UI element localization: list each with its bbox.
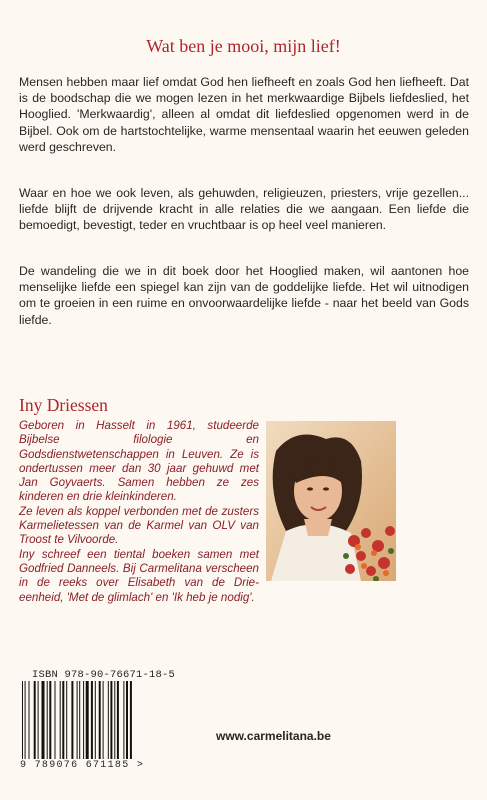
bio-paragraph-2: Ze leven als koppel verbonden met de zusters Karmelietessen van de Karmel van OLV van Troost te Vilvoorde. — [19, 504, 259, 547]
barcode — [20, 681, 170, 761]
author-bio — [19, 419, 259, 605]
blurb-paragraph-2: Waar en hoe we ook leven, als gehuwden, religieuzen, priesters, vrije gezellen... liefde blijft de drijvende kracht in alle relaties die we aangaan. Een liefde die bemoedigt, bevestigt, teder en vruchtbaar is op heel veel manieren. — [19, 186, 469, 233]
author-name: Iny Driessen — [19, 395, 108, 415]
author-photo — [266, 421, 396, 581]
book-title: Wat ben je mooi, mijn lief! — [146, 36, 341, 56]
isbn-text: ISBN 978-90-76671-18-5 — [32, 669, 176, 681]
blurb-paragraph-3: De wandeling die we in dit boek door het Hooglied maken, wil aantonen hoe menselijke liefde een spiegel kan zijn van de goddelijke liefde. Het wil uitnodigen om te groeien in een ruime en onvoorwaardelijke liefde - naar het beeld van Gods liefde. — [19, 264, 469, 327]
website-url[interactable]: www.carmelitana.be — [216, 729, 331, 743]
bio-paragraph-1: Geboren in Hasselt in 1961, studeerde Bijbelse filologie en Godsdienstwetenschappen in Leuven. Ze is ondertussen meer dan 30 jaar gehuwd met Jan Goyvaerts. Samen hebben ze zes kinderen en drie kleinkinderen. — [19, 419, 259, 504]
barcode-digits: 9 789076 671185 > — [20, 760, 145, 771]
blurb-paragraph-1: Mensen hebben maar lief omdat God hen liefheeft en zoals God hen liefheeft. Dat is de boodschap die we mogen lezen in het merkwaardige Bijbels liefdeslied, het Hooglied. 'Merkwaardig', alleen al omdat dit liefdeslied opgenomen werd in de Bijbel. Ook om de hartstochtelijke, warme mensentaal waarin het eeuwen geleden werd geschreven. — [19, 75, 469, 154]
bio-paragraph-3: Iny schreef een tiental boeken samen met Godfried Danneels. Bij Carmelitana verscheen in de reeks over Elisabeth van de Drie-eenheid, 'Met de glimlach' en 'Ik heb je nodig'. — [19, 547, 259, 604]
